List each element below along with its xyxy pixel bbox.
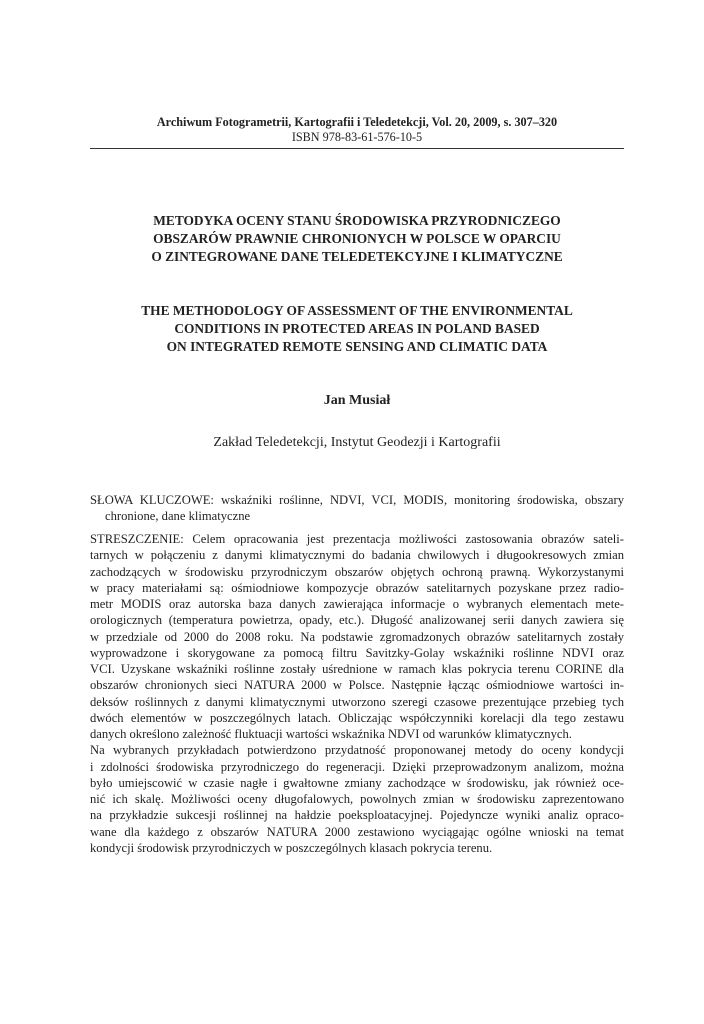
title-pl-line: OBSZARÓW PRAWNIE CHRONIONYCH W POLSCE W OPARCIU bbox=[153, 231, 561, 246]
header-rule bbox=[90, 148, 624, 149]
paper-page bbox=[90, 0, 624, 1024]
journal-header bbox=[90, 114, 624, 145]
abstract-line: wane dla każdego z obszarów NATURA 2000 zestawiono wyciągając ogólne wnioski na temat bbox=[90, 824, 624, 839]
title-en-line: CONDITIONS IN PROTECTED AREAS IN POLAND BASED bbox=[174, 321, 540, 336]
author-name: Jan Musiał bbox=[323, 393, 391, 408]
keywords-line: SŁOWA KLUCZOWE: wskaźniki roślinne, NDVI, VCI, MODIS, monitoring środowiska, obszary bbox=[90, 493, 624, 507]
title-polish bbox=[90, 212, 624, 266]
abstract-line: zachodzących w środowisku przyrodniczym obszarów objętych ochroną prawną. Wykorzystanymi bbox=[90, 564, 624, 579]
abstract-line: nić ich skalę. Możliwości oceny długofalowych, powolnych zmian w środowisku zaprezentowano bbox=[90, 792, 624, 806]
abstract-line: w pracy materiałami są: ośmiodniowe kompozycje obrazów satelitarnych pozyskane przez radio- bbox=[90, 580, 624, 595]
journal-citation: Archiwum Fotogrametrii, Kartografii i Teledetekcji, Vol. 20, 2009, s. 307–320 bbox=[156, 115, 558, 129]
abstract-line: VCI. Uzyskane wskaźniki roślinne zostały uśrednione w ramach klas pokrycia terenu CORINE dla bbox=[90, 662, 624, 676]
title-pl-line: O ZINTEGROWANE DANE TELEDETEKCYJNE I KLIMATYCZNE bbox=[151, 249, 563, 264]
abstract-line: danych określono zależność fluktuacji wartości wskaźnika NDVI od warunków klimatycznych. bbox=[90, 727, 572, 741]
abstract-line: wyprowadzone i skorygowane za pomocą filtru Savitzky-Golay wskaźniki roślinne NDVI oraz bbox=[90, 645, 624, 660]
keywords bbox=[90, 492, 624, 525]
abstract-line: kondycji środowisk przyrodniczych w poszczególnych klasach pokrycia terenu. bbox=[90, 840, 493, 855]
abstract-line: STRESZCZENIE: Celem opracowania jest prezentacja możliwości zastosowania obrazów sateli- bbox=[90, 532, 624, 546]
abstract-line: i zdolności środowiska przyrodniczego do regeneracji. Dzięki przeprowadzonym analizom, można bbox=[90, 759, 624, 774]
isbn: ISBN 978-83-61-576-10-5 bbox=[291, 130, 423, 144]
title-english bbox=[90, 302, 624, 356]
abstract-line: było umiejscowić w czasie nagłe i gwałtowne zmiany zachodzące w środowisku, jak również oce- bbox=[90, 775, 624, 790]
abstract-line: deksów roślinnych z danymi klimatycznymi utworzono szeregi czasowe prezentujące przebieg tych bbox=[90, 694, 624, 709]
abstract-line: orologicznych (temperatura powietrza, opady, etc.). Długość analizowanej serii danych zawiera się bbox=[90, 613, 624, 628]
author-affiliation: Zakład Teledetekcji, Instytut Geodezji i Kartografii bbox=[213, 435, 501, 450]
abstract-line: w przedziale od 2000 do 2008 roku. Na podstawie zgromadzonych obrazów satelitarnych zostały bbox=[90, 629, 624, 644]
keywords-line: chronione, dane klimatyczne bbox=[105, 509, 251, 524]
abstract-line: na przykładzie sukcesji roślinnej na hałdzie poeksploatacyjnej. Pojedyncze wyniki analiz opraco- bbox=[90, 808, 624, 823]
abstract bbox=[90, 531, 624, 856]
abstract-line: obszarów chronionych sieci NATURA 2000 w Polsce. Następnie łącząc ośmiodniowe wartości in- bbox=[90, 678, 624, 693]
title-en-line: ON INTEGRATED REMOTE SENSING AND CLIMATIC DATA bbox=[166, 339, 548, 354]
title-pl-line: METODYKA OCENY STANU ŚRODOWISKA PRZYRODNICZEGO bbox=[153, 213, 561, 228]
abstract-line: dwóch elementów w poszczególnych latach. Obliczając współczynniki korelacji dla tego zestawu bbox=[90, 710, 624, 725]
abstract-line: tarnych w połączeniu z danymi klimatycznymi do badania chwilowych i długookresowych zmian bbox=[90, 548, 624, 563]
abstract-line: metr MODIS oraz autorska baza danych zawierająca informacje o wybranych elementach mete- bbox=[90, 597, 624, 611]
title-en-line: THE METHODOLOGY OF ASSESSMENT OF THE ENVIRONMENTAL bbox=[141, 303, 573, 318]
abstract-line: Na wybranych przykładach potwierdzono przydatność proponowanej metody do oceny kondycji bbox=[90, 743, 624, 758]
